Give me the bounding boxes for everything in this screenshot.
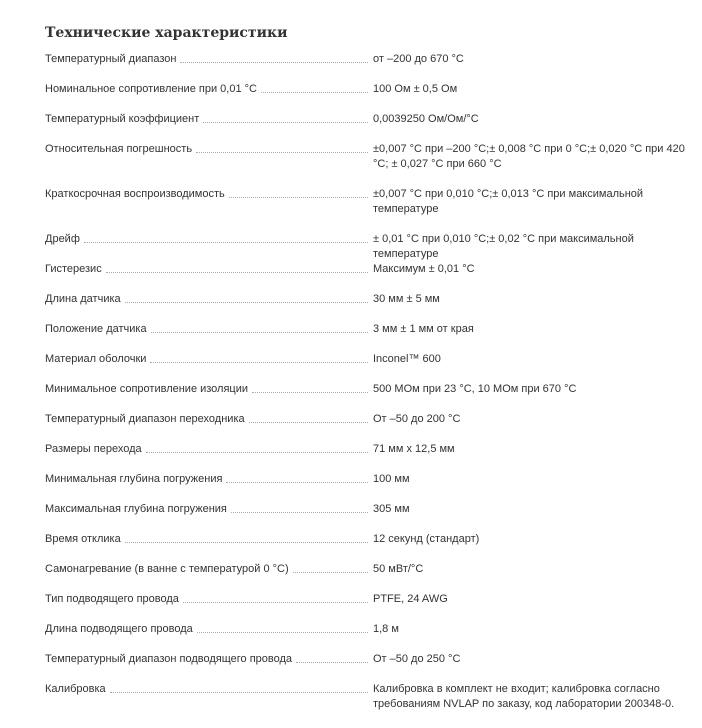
- spec-row: [45, 322, 695, 352]
- spec-value: 0,0039250 Ом/Ом/°C: [373, 113, 479, 125]
- spec-name: [45, 142, 373, 187]
- spec-row: [45, 562, 695, 592]
- spec-row: [45, 232, 695, 262]
- specs-table: [45, 52, 695, 722]
- spec-value: 1,8 м: [373, 623, 399, 635]
- dotted-leader: [261, 82, 368, 93]
- dotted-leader: [249, 412, 368, 423]
- spec-value: 30 мм ± 5 мм: [373, 293, 440, 305]
- spec-name: [45, 442, 373, 472]
- spec-name-text: Температурный диапазон переходника: [45, 413, 245, 425]
- spec-row: [45, 592, 695, 622]
- spec-name-text: Положение датчика: [45, 323, 147, 335]
- spec-name-text: Длина датчика: [45, 293, 121, 305]
- spec-row: [45, 382, 695, 412]
- spec-value: 71 мм x 12,5 мм: [373, 443, 455, 455]
- spec-name: [45, 292, 373, 322]
- spec-name-text: Температурный диапазон: [45, 53, 177, 65]
- spec-value: Максимум ± 0,01 °C: [373, 263, 475, 275]
- spec-name: [45, 622, 373, 652]
- spec-name: [45, 532, 373, 562]
- spec-name: [45, 682, 373, 722]
- spec-row: [45, 682, 695, 722]
- spec-value: PTFE, 24 AWG: [373, 593, 448, 605]
- spec-row: [45, 622, 695, 652]
- spec-name-text: Длина подводящего провода: [45, 623, 193, 635]
- spec-value: 500 МОм при 23 °C, 10 МОм при 670 °C: [373, 383, 577, 395]
- spec-name-text: Гистерезис: [45, 263, 102, 275]
- spec-name: [45, 322, 373, 352]
- spec-name-text: Самонагревание (в ванне с температурой 0 °C): [45, 563, 289, 575]
- dotted-leader: [180, 52, 368, 63]
- spec-name: [45, 592, 373, 622]
- spec-name-text: Время отклика: [45, 533, 121, 545]
- spec-row: [45, 52, 695, 82]
- spec-name: [45, 502, 373, 532]
- dotted-leader: [106, 262, 368, 273]
- spec-name-text: Минимальное сопротивление изоляции: [45, 383, 249, 395]
- dotted-leader: [183, 592, 368, 603]
- spec-row: [45, 262, 695, 292]
- spec-name: [45, 112, 373, 142]
- section-title: Технические характеристики: [45, 25, 288, 41]
- spec-name-text: Размеры перехода: [45, 443, 142, 455]
- spec-name-text: Калибровка: [45, 683, 106, 695]
- spec-value: ± 0,01 °C при 0,010 °C;± 0,02 °C при максимальной температуре: [373, 233, 634, 260]
- spec-name: [45, 652, 373, 682]
- dotted-leader: [150, 352, 368, 363]
- spec-name-text: Температурный диапазон подводящего провода: [45, 653, 293, 665]
- spec-name: [45, 187, 373, 232]
- spec-row: [45, 352, 695, 382]
- spec-name-text: Дрейф: [45, 233, 80, 245]
- spec-name-text: Номинальное сопротивление при 0,01 °C: [45, 83, 257, 95]
- spec-row: [45, 502, 695, 532]
- spec-name: [45, 472, 373, 502]
- spec-name: [45, 52, 373, 82]
- dotted-leader: [196, 142, 368, 153]
- dotted-leader: [151, 322, 368, 333]
- spec-row: [45, 142, 695, 187]
- spec-name: [45, 412, 373, 442]
- spec-row: [45, 442, 695, 472]
- spec-value: 100 Ом ± 0,5 Ом: [373, 83, 458, 95]
- spec-row: [45, 112, 695, 142]
- dotted-leader: [252, 382, 368, 393]
- dotted-leader: [125, 292, 368, 303]
- dotted-leader: [110, 682, 368, 693]
- spec-value: 50 мВт/°C: [373, 563, 424, 575]
- dotted-leader: [125, 532, 368, 543]
- spec-row: [45, 292, 695, 322]
- dotted-leader: [84, 232, 368, 243]
- spec-value: ±0,007 °C при 0,010 °C;± 0,013 °C при максимальной температуре: [373, 188, 644, 215]
- dotted-leader: [226, 472, 368, 483]
- spec-row: [45, 532, 695, 562]
- dotted-leader: [293, 562, 368, 573]
- spec-name-text: Краткосрочная воспроизводимость: [45, 188, 225, 200]
- spec-value: От –50 до 250 °C: [373, 653, 461, 665]
- spec-value: 12 секунд (стандарт): [373, 533, 480, 545]
- spec-value: Inconel™ 600: [373, 353, 441, 365]
- dotted-leader: [296, 652, 368, 663]
- spec-name-text: Минимальная глубина погружения: [45, 473, 223, 485]
- spec-value: 100 мм: [373, 473, 410, 485]
- dotted-leader: [203, 112, 368, 123]
- spec-name: [45, 232, 373, 262]
- spec-value: Калибровка в комплект не входит; калибровка согласно требованиям NVLAP по заказу, код лаборатории 200348-0.: [373, 683, 675, 710]
- dotted-leader: [231, 502, 368, 513]
- spec-name: [45, 352, 373, 382]
- dotted-leader: [197, 622, 368, 633]
- spec-row: [45, 472, 695, 502]
- spec-name: [45, 262, 373, 292]
- spec-name: [45, 82, 373, 112]
- spec-value: От –50 до 200 °C: [373, 413, 461, 425]
- spec-value: ±0,007 °C при –200 °C;± 0,008 °C при 0 °C;± 0,020 °C при 420 °C; ± 0,027 °C при 660 °C: [373, 143, 685, 170]
- spec-row: [45, 412, 695, 442]
- spec-row: [45, 652, 695, 682]
- spec-row: [45, 82, 695, 112]
- spec-value: 3 мм ± 1 мм от края: [373, 323, 474, 335]
- spec-value: 305 мм: [373, 503, 410, 515]
- spec-name: [45, 382, 373, 412]
- dotted-leader: [146, 442, 368, 453]
- spec-row: [45, 187, 695, 232]
- spec-name-text: Относительная погрешность: [45, 143, 193, 155]
- spec-name-text: Материал оболочки: [45, 353, 147, 365]
- spec-value: от –200 до 670 °C: [373, 53, 464, 65]
- spec-name-text: Максимальная глубина погружения: [45, 503, 227, 515]
- dotted-leader: [229, 187, 368, 198]
- spec-name-text: Тип подводящего провода: [45, 593, 179, 605]
- spec-name: [45, 562, 373, 592]
- spec-name-text: Температурный коэффициент: [45, 113, 200, 125]
